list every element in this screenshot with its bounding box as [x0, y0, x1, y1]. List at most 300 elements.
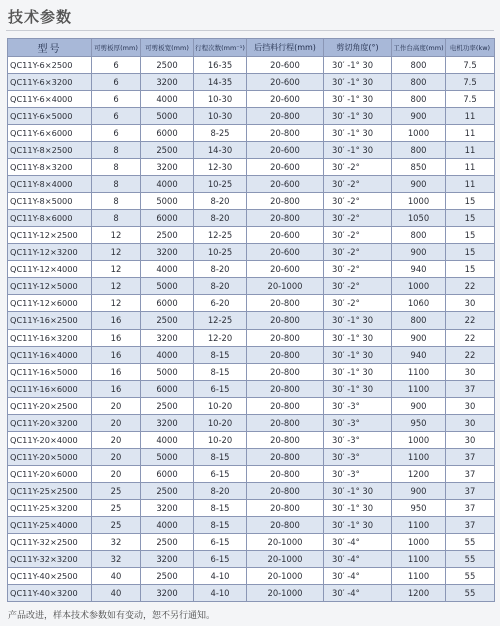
cell-angle: 30′ -1° 30: [324, 482, 392, 499]
cell-power: 11: [446, 159, 495, 176]
table-row: [8, 261, 495, 278]
header-angle: 剪切角度(°): [324, 39, 392, 57]
cell-table-height: 1100: [392, 380, 446, 397]
cell-power: 37: [446, 380, 495, 397]
cell-table-height: 1000: [392, 533, 446, 550]
spec-table-body: [8, 57, 495, 602]
cell-table-height: 900: [392, 329, 446, 346]
cell-width: 5000: [141, 108, 194, 125]
cell-thickness: 6: [92, 108, 141, 125]
cell-power: 22: [446, 312, 495, 329]
cell-power: 15: [446, 227, 495, 244]
cell-backgauge: 20-800: [247, 295, 324, 312]
cell-width: 3200: [141, 499, 194, 516]
cell-power: 37: [446, 448, 495, 465]
cell-strokes: 12-30: [194, 159, 247, 176]
cell-width: 4000: [141, 261, 194, 278]
cell-angle: 30′ -2°: [324, 295, 392, 312]
cell-model: QC11Y-40×2500: [8, 567, 92, 584]
cell-backgauge: 20-800: [247, 499, 324, 516]
cell-backgauge: 20-800: [247, 380, 324, 397]
cell-model: QC11Y-16×3200: [8, 329, 92, 346]
table-row: [8, 159, 495, 176]
cell-power: 15: [446, 193, 495, 210]
cell-model: QC11Y-25×3200: [8, 499, 92, 516]
cell-table-height: 800: [392, 227, 446, 244]
cell-thickness: 25: [92, 499, 141, 516]
cell-table-height: 900: [392, 482, 446, 499]
cell-strokes: 8-15: [194, 346, 247, 363]
cell-backgauge: 20-800: [247, 193, 324, 210]
cell-thickness: 12: [92, 261, 141, 278]
cell-table-height: 850: [392, 159, 446, 176]
cell-power: 30: [446, 431, 495, 448]
cell-angle: 30′ -1° 30: [324, 312, 392, 329]
cell-strokes: 10-20: [194, 414, 247, 431]
cell-thickness: 20: [92, 448, 141, 465]
cell-power: 30: [446, 295, 495, 312]
cell-width: 3200: [141, 74, 194, 91]
cell-width: 4000: [141, 91, 194, 108]
cell-width: 6000: [141, 210, 194, 227]
cell-width: 2500: [141, 142, 194, 159]
cell-angle: 30′ -2°: [324, 227, 392, 244]
cell-power: 11: [446, 108, 495, 125]
cell-angle: 30′ -2°: [324, 261, 392, 278]
cell-model: QC11Y-6×5000: [8, 108, 92, 125]
table-row: [8, 91, 495, 108]
cell-backgauge: 20-800: [247, 397, 324, 414]
table-row: [8, 584, 495, 601]
table-row: [8, 210, 495, 227]
cell-thickness: 6: [92, 74, 141, 91]
cell-backgauge: 20-800: [247, 210, 324, 227]
cell-table-height: 800: [392, 74, 446, 91]
cell-width: 2500: [141, 567, 194, 584]
table-row: [8, 108, 495, 125]
cell-thickness: 8: [92, 176, 141, 193]
cell-backgauge: 20-800: [247, 346, 324, 363]
cell-width: 3200: [141, 414, 194, 431]
cell-width: 3200: [141, 329, 194, 346]
cell-model: QC11Y-20×2500: [8, 397, 92, 414]
cell-model: QC11Y-16×4000: [8, 346, 92, 363]
cell-model: QC11Y-25×2500: [8, 482, 92, 499]
cell-angle: 30′ -4°: [324, 533, 392, 550]
cell-strokes: 8-15: [194, 516, 247, 533]
cell-width: 6000: [141, 380, 194, 397]
cell-backgauge: 20-600: [247, 261, 324, 278]
cell-strokes: 6-15: [194, 533, 247, 550]
cell-table-height: 900: [392, 244, 446, 261]
cell-thickness: 32: [92, 550, 141, 567]
cell-strokes: 8-15: [194, 448, 247, 465]
cell-angle: 30′ -1° 30: [324, 142, 392, 159]
cell-strokes: 8-25: [194, 125, 247, 142]
cell-width: 5000: [141, 363, 194, 380]
cell-thickness: 32: [92, 533, 141, 550]
cell-angle: 30′ -4°: [324, 550, 392, 567]
cell-thickness: 20: [92, 397, 141, 414]
cell-width: 3200: [141, 244, 194, 261]
cell-thickness: 16: [92, 363, 141, 380]
cell-strokes: 6-15: [194, 550, 247, 567]
cell-power: 37: [446, 465, 495, 482]
cell-angle: 30′ -2°: [324, 210, 392, 227]
cell-table-height: 1000: [392, 125, 446, 142]
cell-table-height: 950: [392, 499, 446, 516]
header-strokes: 行程次数(mm⁻¹): [194, 39, 247, 57]
cell-model: QC11Y-6×4000: [8, 91, 92, 108]
cell-table-height: 940: [392, 346, 446, 363]
cell-thickness: 6: [92, 125, 141, 142]
cell-model: QC11Y-12×2500: [8, 227, 92, 244]
cell-strokes: 10-30: [194, 108, 247, 125]
cell-table-height: 1200: [392, 584, 446, 601]
cell-power: 11: [446, 125, 495, 142]
cell-power: 55: [446, 584, 495, 601]
cell-strokes: 14-35: [194, 74, 247, 91]
cell-backgauge: 20-800: [247, 312, 324, 329]
cell-angle: 30′ -1° 30: [324, 91, 392, 108]
table-row: [8, 346, 495, 363]
cell-backgauge: 20-1000: [247, 550, 324, 567]
cell-width: 5000: [141, 193, 194, 210]
cell-width: 4000: [141, 346, 194, 363]
cell-backgauge: 20-800: [247, 414, 324, 431]
cell-backgauge: 20-800: [247, 431, 324, 448]
cell-thickness: 12: [92, 244, 141, 261]
cell-angle: 30′ -1° 30: [324, 499, 392, 516]
cell-model: QC11Y-12×5000: [8, 278, 92, 295]
cell-strokes: 8-20: [194, 261, 247, 278]
cell-angle: 30′ -1° 30: [324, 329, 392, 346]
cell-angle: 30′ -1° 30: [324, 74, 392, 91]
cell-power: 7.5: [446, 74, 495, 91]
cell-table-height: 1060: [392, 295, 446, 312]
table-row: [8, 448, 495, 465]
cell-angle: 30′ -2°: [324, 244, 392, 261]
cell-strokes: 8-15: [194, 363, 247, 380]
table-row: [8, 397, 495, 414]
table-row: [8, 176, 495, 193]
cell-power: 55: [446, 567, 495, 584]
cell-strokes: 12-25: [194, 312, 247, 329]
cell-angle: 30′ -3°: [324, 465, 392, 482]
cell-model: QC11Y-16×5000: [8, 363, 92, 380]
cell-backgauge: 20-800: [247, 448, 324, 465]
header-backgauge: 后挡料行程(mm): [247, 39, 324, 57]
cell-table-height: 950: [392, 414, 446, 431]
cell-width: 2500: [141, 227, 194, 244]
cell-power: 37: [446, 516, 495, 533]
cell-thickness: 40: [92, 567, 141, 584]
cell-width: 3200: [141, 159, 194, 176]
cell-model: QC11Y-8×3200: [8, 159, 92, 176]
cell-thickness: 16: [92, 380, 141, 397]
cell-table-height: 1100: [392, 567, 446, 584]
cell-backgauge: 20-600: [247, 57, 324, 74]
cell-strokes: 6-20: [194, 295, 247, 312]
cell-table-height: 900: [392, 176, 446, 193]
cell-thickness: 12: [92, 227, 141, 244]
cell-power: 15: [446, 261, 495, 278]
table-header-row: [8, 39, 495, 57]
cell-model: QC11Y-8×6000: [8, 210, 92, 227]
cell-table-height: 800: [392, 142, 446, 159]
cell-table-height: 1000: [392, 278, 446, 295]
cell-table-height: 900: [392, 397, 446, 414]
cell-power: 7.5: [446, 57, 495, 74]
cell-width: 2500: [141, 482, 194, 499]
cell-strokes: 10-20: [194, 397, 247, 414]
cell-strokes: 10-25: [194, 244, 247, 261]
cell-thickness: 20: [92, 414, 141, 431]
cell-thickness: 12: [92, 278, 141, 295]
cell-model: QC11Y-6×6000: [8, 125, 92, 142]
cell-thickness: 16: [92, 346, 141, 363]
cell-table-height: 1000: [392, 193, 446, 210]
cell-width: 5000: [141, 448, 194, 465]
cell-thickness: 8: [92, 159, 141, 176]
table-row: [8, 295, 495, 312]
header-power: 电机功率(kw): [446, 39, 495, 57]
cell-angle: 30′ -1° 30: [324, 516, 392, 533]
cell-angle: 30′ -2°: [324, 176, 392, 193]
table-row: [8, 380, 495, 397]
cell-backgauge: 20-600: [247, 74, 324, 91]
cell-power: 55: [446, 550, 495, 567]
header-table-height: 工作台高度(mm): [392, 39, 446, 57]
title-divider: [6, 30, 494, 31]
spec-table: [7, 38, 495, 602]
table-row: [8, 244, 495, 261]
cell-model: QC11Y-6×2500: [8, 57, 92, 74]
cell-power: 15: [446, 210, 495, 227]
cell-angle: 30′ -2°: [324, 159, 392, 176]
cell-power: 22: [446, 329, 495, 346]
cell-strokes: 12-25: [194, 227, 247, 244]
cell-strokes: 4-10: [194, 584, 247, 601]
cell-model: QC11Y-25×4000: [8, 516, 92, 533]
table-row: [8, 329, 495, 346]
cell-table-height: 1100: [392, 516, 446, 533]
cell-width: 5000: [141, 278, 194, 295]
table-row: [8, 533, 495, 550]
cell-power: 37: [446, 482, 495, 499]
cell-model: QC11Y-8×4000: [8, 176, 92, 193]
header-thickness: 可剪板厚(mm): [92, 39, 141, 57]
cell-strokes: 14-30: [194, 142, 247, 159]
cell-power: 11: [446, 176, 495, 193]
cell-backgauge: 20-600: [247, 91, 324, 108]
cell-strokes: 6-15: [194, 465, 247, 482]
footnote: 产品改进，样本技术参数如有变动，恕不另行通知。: [8, 611, 216, 621]
table-row: [8, 482, 495, 499]
table-row: [8, 499, 495, 516]
cell-width: 2500: [141, 397, 194, 414]
cell-thickness: 8: [92, 210, 141, 227]
cell-width: 4000: [141, 176, 194, 193]
cell-width: 2500: [141, 57, 194, 74]
cell-strokes: 8-15: [194, 499, 247, 516]
cell-angle: 30′ -4°: [324, 584, 392, 601]
cell-model: QC11Y-12×4000: [8, 261, 92, 278]
cell-model: QC11Y-32×3200: [8, 550, 92, 567]
cell-model: QC11Y-8×5000: [8, 193, 92, 210]
cell-power: 15: [446, 244, 495, 261]
cell-thickness: 25: [92, 482, 141, 499]
cell-table-height: 800: [392, 312, 446, 329]
cell-thickness: 25: [92, 516, 141, 533]
cell-power: 7.5: [446, 91, 495, 108]
cell-table-height: 1000: [392, 431, 446, 448]
cell-width: 2500: [141, 533, 194, 550]
cell-strokes: 16-35: [194, 57, 247, 74]
table-row: [8, 193, 495, 210]
cell-backgauge: 20-600: [247, 227, 324, 244]
cell-model: QC11Y-8×2500: [8, 142, 92, 159]
cell-backgauge: 20-800: [247, 516, 324, 533]
cell-table-height: 1200: [392, 465, 446, 482]
cell-width: 6000: [141, 125, 194, 142]
cell-width: 2500: [141, 312, 194, 329]
cell-table-height: 940: [392, 261, 446, 278]
cell-model: QC11Y-20×6000: [8, 465, 92, 482]
table-row: [8, 414, 495, 431]
cell-backgauge: 20-1000: [247, 584, 324, 601]
cell-model: QC11Y-32×2500: [8, 533, 92, 550]
cell-angle: 30′ -4°: [324, 567, 392, 584]
cell-power: 22: [446, 278, 495, 295]
cell-backgauge: 20-600: [247, 244, 324, 261]
cell-thickness: 6: [92, 91, 141, 108]
cell-thickness: 8: [92, 142, 141, 159]
cell-thickness: 6: [92, 57, 141, 74]
table-row: [8, 312, 495, 329]
cell-thickness: 12: [92, 295, 141, 312]
table-row: [8, 431, 495, 448]
table-row: [8, 363, 495, 380]
cell-thickness: 40: [92, 584, 141, 601]
cell-thickness: 16: [92, 329, 141, 346]
cell-angle: 30′ -1° 30: [324, 57, 392, 74]
cell-model: QC11Y-12×6000: [8, 295, 92, 312]
cell-width: 6000: [141, 295, 194, 312]
cell-strokes: 4-10: [194, 567, 247, 584]
cell-backgauge: 20-1000: [247, 278, 324, 295]
cell-strokes: 10-30: [194, 91, 247, 108]
cell-thickness: 20: [92, 465, 141, 482]
table-row: [8, 567, 495, 584]
table-row: [8, 516, 495, 533]
cell-table-height: 800: [392, 57, 446, 74]
cell-table-height: 900: [392, 108, 446, 125]
header-width: 可剪板宽(mm): [141, 39, 194, 57]
cell-model: QC11Y-12×3200: [8, 244, 92, 261]
cell-table-height: 1100: [392, 550, 446, 567]
cell-angle: 30′ -3°: [324, 397, 392, 414]
cell-angle: 30′ -1° 30: [324, 380, 392, 397]
cell-model: QC11Y-16×2500: [8, 312, 92, 329]
cell-width: 3200: [141, 550, 194, 567]
cell-strokes: 12-20: [194, 329, 247, 346]
cell-power: 30: [446, 397, 495, 414]
cell-backgauge: 20-600: [247, 159, 324, 176]
cell-power: 55: [446, 533, 495, 550]
cell-angle: 30′ -3°: [324, 448, 392, 465]
table-row: [8, 125, 495, 142]
cell-angle: 30′ -3°: [324, 431, 392, 448]
cell-backgauge: 20-800: [247, 108, 324, 125]
cell-backgauge: 20-800: [247, 363, 324, 380]
cell-strokes: 8-20: [194, 482, 247, 499]
cell-backgauge: 20-600: [247, 142, 324, 159]
table-row: [8, 74, 495, 91]
cell-model: QC11Y-40×3200: [8, 584, 92, 601]
cell-angle: 30′ -1° 30: [324, 363, 392, 380]
cell-backgauge: 20-800: [247, 329, 324, 346]
cell-thickness: 16: [92, 312, 141, 329]
cell-strokes: 10-25: [194, 176, 247, 193]
cell-backgauge: 20-800: [247, 482, 324, 499]
cell-angle: 30′ -1° 30: [324, 346, 392, 363]
cell-model: QC11Y-20×5000: [8, 448, 92, 465]
cell-strokes: 8-20: [194, 210, 247, 227]
cell-angle: 30′ -1° 30: [324, 108, 392, 125]
cell-model: QC11Y-6×3200: [8, 74, 92, 91]
cell-model: QC11Y-20×3200: [8, 414, 92, 431]
cell-width: 6000: [141, 465, 194, 482]
cell-power: 30: [446, 363, 495, 380]
cell-table-height: 1050: [392, 210, 446, 227]
cell-angle: 30′ -1° 30: [324, 125, 392, 142]
cell-table-height: 800: [392, 91, 446, 108]
cell-thickness: 20: [92, 431, 141, 448]
table-row: [8, 465, 495, 482]
cell-power: 37: [446, 499, 495, 516]
page-title: 技术参数: [8, 8, 73, 26]
cell-strokes: 8-20: [194, 278, 247, 295]
cell-backgauge: 20-800: [247, 125, 324, 142]
cell-model: QC11Y-20×4000: [8, 431, 92, 448]
table-row: [8, 227, 495, 244]
table-row: [8, 278, 495, 295]
table-row: [8, 550, 495, 567]
cell-power: 22: [446, 346, 495, 363]
cell-strokes: 8-20: [194, 193, 247, 210]
header-model: 型号: [8, 39, 92, 57]
cell-backgauge: 20-1000: [247, 567, 324, 584]
cell-angle: 30′ -3°: [324, 414, 392, 431]
cell-angle: 30′ -2°: [324, 278, 392, 295]
cell-width: 3200: [141, 584, 194, 601]
cell-thickness: 8: [92, 193, 141, 210]
cell-power: 11: [446, 142, 495, 159]
cell-backgauge: 20-600: [247, 176, 324, 193]
table-row: [8, 57, 495, 74]
cell-table-height: 1100: [392, 363, 446, 380]
cell-strokes: 6-15: [194, 380, 247, 397]
cell-power: 30: [446, 414, 495, 431]
cell-angle: 30′ -2°: [324, 193, 392, 210]
cell-backgauge: 20-800: [247, 465, 324, 482]
table-row: [8, 142, 495, 159]
cell-backgauge: 20-1000: [247, 533, 324, 550]
cell-model: QC11Y-16×6000: [8, 380, 92, 397]
cell-width: 4000: [141, 431, 194, 448]
cell-table-height: 1100: [392, 448, 446, 465]
